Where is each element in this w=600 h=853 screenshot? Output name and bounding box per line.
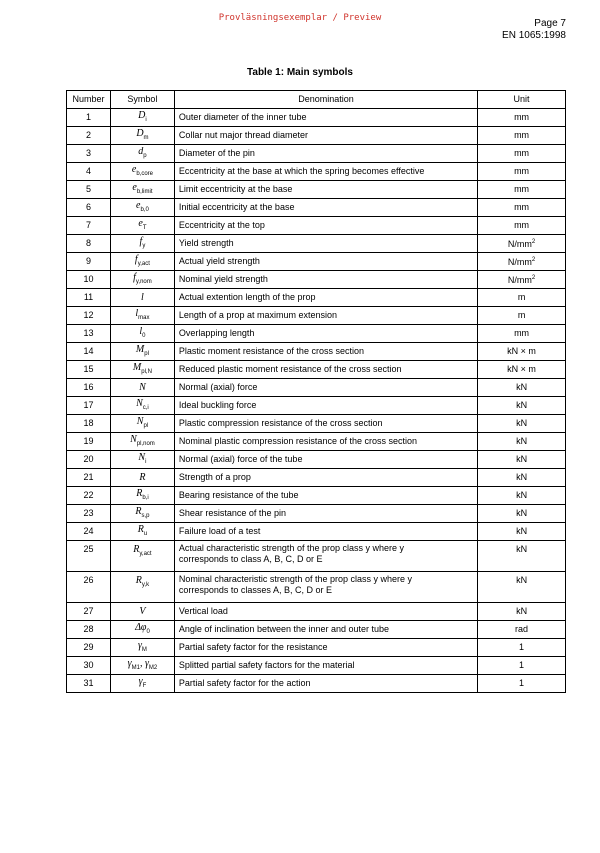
row-symbol	[110, 253, 174, 271]
row-denomination: Length of a prop at maximum extension	[174, 307, 477, 325]
row-symbol	[110, 109, 174, 127]
row-symbol	[110, 572, 174, 603]
row-symbol	[110, 415, 174, 433]
row-symbol	[110, 217, 174, 235]
table-row	[67, 505, 566, 523]
unit-text: N/mm	[507, 239, 532, 249]
row-unit	[478, 433, 566, 451]
row-denomination: Yield strength	[174, 235, 477, 253]
row-number: 23	[67, 505, 111, 523]
symbol-base: e	[132, 181, 137, 193]
symbol-subscript: pl,N	[141, 368, 152, 375]
table-row	[67, 675, 566, 693]
symbol-base: M	[135, 343, 145, 355]
symbol-subscript: y,act	[137, 260, 150, 267]
row-unit	[478, 343, 566, 361]
row-symbol	[110, 639, 174, 657]
row-unit	[478, 675, 566, 693]
standard-reference: EN 1065:1998	[502, 30, 566, 41]
unit-text: kN	[516, 490, 528, 500]
row-unit	[478, 572, 566, 603]
unit-text: mm	[514, 148, 530, 158]
row-unit	[478, 603, 566, 621]
unit-superscript: 2	[531, 275, 536, 281]
table-row	[67, 289, 566, 307]
row-symbol	[110, 541, 174, 572]
table-row	[67, 127, 566, 145]
row-denomination: Vertical load	[174, 603, 477, 621]
symbol-subscript: p	[143, 152, 147, 159]
table-row	[67, 271, 566, 289]
row-denomination: Plastic moment resistance of the cross section	[174, 343, 477, 361]
symbol-base: N	[136, 397, 143, 409]
symbol-base: l	[141, 292, 144, 303]
unit-text: kN	[516, 454, 528, 464]
symbol-subscript: pl	[144, 350, 149, 357]
row-number: 4	[67, 163, 111, 181]
row-unit	[478, 415, 566, 433]
symbol-base: f	[139, 235, 143, 247]
row-number: 9	[67, 253, 111, 271]
symbol-base: e	[136, 199, 141, 211]
row-unit	[478, 145, 566, 163]
symbol-base: R	[137, 523, 144, 535]
row-denomination: Limit eccentricity at the base	[174, 181, 477, 199]
row-unit	[478, 271, 566, 289]
row-unit	[478, 657, 566, 675]
row-denomination: Actual yield strength	[174, 253, 477, 271]
row-number: 31	[67, 675, 111, 693]
header-denomination: Denomination	[174, 91, 477, 109]
row-symbol	[110, 379, 174, 397]
table-row	[67, 217, 566, 235]
row-denomination: Overlapping length	[174, 325, 477, 343]
symbol-base: e	[138, 217, 143, 229]
row-symbol	[110, 181, 174, 199]
symbol-base: N	[136, 415, 144, 427]
page-header	[502, 18, 566, 42]
row-unit	[478, 109, 566, 127]
symbol-subscript: M1	[131, 664, 140, 671]
row-number: 26	[67, 572, 111, 603]
symbol-base: R	[136, 487, 143, 499]
symbol-subscript: c,i	[142, 404, 149, 411]
unit-text: kN	[516, 400, 528, 410]
row-number: 18	[67, 415, 111, 433]
unit-text: m	[517, 292, 526, 302]
row-number: 7	[67, 217, 111, 235]
symbol-base: D	[136, 127, 144, 139]
unit-text: N/mm	[507, 275, 532, 285]
row-number: 30	[67, 657, 111, 675]
symbol-base: R	[135, 505, 142, 517]
row-unit	[478, 505, 566, 523]
row-number: 24	[67, 523, 111, 541]
row-denomination: Eccentricity at the base at which the spring becomes effective	[174, 163, 477, 181]
symbol-base: γ	[138, 675, 143, 687]
symbol-subscript: b,limit	[136, 188, 153, 195]
preview-stamp: Provläsningsexemplar / Preview	[218, 13, 382, 23]
row-number: 13	[67, 325, 111, 343]
table-row	[67, 487, 566, 505]
symbol-base: f	[134, 253, 138, 265]
symbol-subscript: pl	[143, 422, 149, 429]
unit-text: kN	[516, 436, 528, 446]
table-row	[67, 199, 566, 217]
symbol-subscript: y,k	[141, 582, 150, 588]
row-unit	[478, 397, 566, 415]
symbol-subscript: 0	[146, 628, 150, 635]
unit-text: kN	[516, 508, 528, 518]
table-row	[67, 109, 566, 127]
row-number: 27	[67, 603, 111, 621]
row-symbol	[110, 603, 174, 621]
unit-superscript: 2	[531, 239, 536, 245]
table-row	[67, 343, 566, 361]
row-unit	[478, 253, 566, 271]
symbol-base: γ	[137, 639, 142, 651]
symbol-subscript: pl,nom	[136, 440, 155, 447]
row-unit	[478, 451, 566, 469]
unit-text: kN	[516, 575, 528, 585]
symbol-base: R	[139, 472, 146, 483]
row-denomination: Failure load of a test	[174, 523, 477, 541]
symbol-base: d	[138, 145, 144, 157]
table-title: Table 1: Main symbols	[247, 67, 353, 78]
row-symbol	[110, 397, 174, 415]
symbol-subscript: M	[141, 646, 147, 653]
table-row	[67, 361, 566, 379]
symbol-subscript: y,nom	[135, 278, 152, 285]
row-symbol	[110, 657, 174, 675]
row-unit	[478, 289, 566, 307]
row-denomination: Bearing resistance of the tube	[174, 487, 477, 505]
unit-text: kN	[516, 472, 528, 482]
row-number: 1	[67, 109, 111, 127]
symbol-subscript: y	[142, 242, 146, 249]
unit-text: mm	[514, 166, 530, 176]
row-denomination: Partial safety factor for the resistance	[174, 639, 477, 657]
symbol-subscript: b,0	[140, 206, 149, 213]
symbol-base: D	[138, 109, 146, 121]
symbol-subscript: m	[143, 134, 149, 141]
row-unit	[478, 361, 566, 379]
table-row	[67, 523, 566, 541]
unit-text: mm	[514, 220, 530, 230]
row-symbol	[110, 451, 174, 469]
row-denomination: Nominal characteristic strength of the prop class y where y corresponds to classes A, B, C, D or E	[174, 572, 477, 603]
row-symbol	[110, 505, 174, 523]
row-unit	[478, 469, 566, 487]
unit-text: m	[517, 310, 526, 320]
row-symbol	[110, 127, 174, 145]
unit-text: mm	[514, 184, 530, 194]
unit-text: N/mm	[507, 257, 532, 267]
row-symbol	[110, 343, 174, 361]
symbol-base: γ	[127, 657, 132, 669]
table-row	[67, 469, 566, 487]
symbol-subscript: i	[145, 458, 147, 465]
header-unit: Unit	[478, 91, 566, 109]
row-number: 6	[67, 199, 111, 217]
table-row	[67, 163, 566, 181]
symbol-base: f	[133, 271, 136, 283]
row-unit	[478, 163, 566, 181]
unit-text: kN × m	[507, 346, 536, 356]
symbol-base: V	[139, 606, 146, 617]
row-symbol	[110, 145, 174, 163]
row-unit	[478, 307, 566, 325]
row-denomination: Shear resistance of the pin	[174, 505, 477, 523]
unit-superscript: 2	[531, 257, 536, 263]
table-row	[67, 397, 566, 415]
row-unit	[478, 523, 566, 541]
symbol-subscript: 0	[142, 332, 146, 339]
row-number: 2	[67, 127, 111, 145]
row-number: 22	[67, 487, 111, 505]
symbol-subscript: s,p	[141, 512, 150, 519]
table-row	[67, 541, 566, 572]
unit-text: mm	[514, 130, 530, 140]
table-row	[67, 325, 566, 343]
row-denomination: Angle of inclination between the inner and outer tube	[174, 621, 477, 639]
row-symbol	[110, 487, 174, 505]
row-number: 10	[67, 271, 111, 289]
row-denomination: Reduced plastic moment resistance of the cross section	[174, 361, 477, 379]
symbol-base: N	[138, 451, 146, 463]
table-row	[67, 181, 566, 199]
row-symbol	[110, 433, 174, 451]
symbol-subscript: y,act	[139, 551, 152, 557]
row-number: 11	[67, 289, 111, 307]
row-denomination: Plastic compression resistance of the cross section	[174, 415, 477, 433]
symbol-subscript: T	[142, 224, 147, 231]
row-denomination: Outer diameter of the inner tube	[174, 109, 477, 127]
row-symbol	[110, 163, 174, 181]
table-row	[67, 415, 566, 433]
table-row	[67, 433, 566, 451]
row-denomination: Splitted partial safety factors for the material	[174, 657, 477, 675]
row-number: 8	[67, 235, 111, 253]
symbol-base: l	[135, 307, 139, 319]
row-symbol	[110, 235, 174, 253]
symbol-base: R	[135, 575, 142, 586]
unit-text: 1	[519, 678, 525, 688]
row-unit	[478, 621, 566, 639]
symbol-base: N	[130, 433, 137, 445]
row-number: 19	[67, 433, 111, 451]
row-unit	[478, 379, 566, 397]
symbol-subscript: F	[142, 682, 147, 689]
row-number: 14	[67, 343, 111, 361]
row-symbol	[110, 469, 174, 487]
symbol-base: e	[131, 163, 137, 175]
row-denomination: Initial eccentricity at the base	[174, 199, 477, 217]
row-number: 5	[67, 181, 111, 199]
row-unit	[478, 235, 566, 253]
row-unit	[478, 541, 566, 572]
symbol-subscript-2: M2	[148, 664, 158, 671]
table-row	[67, 307, 566, 325]
table-row	[67, 379, 566, 397]
table-row	[67, 639, 566, 657]
header-symbol: Symbol	[110, 91, 174, 109]
row-symbol	[110, 289, 174, 307]
symbol-base: l	[139, 325, 143, 337]
row-number: 25	[67, 541, 111, 572]
row-number: 28	[67, 621, 111, 639]
unit-text: 1	[519, 642, 525, 652]
table-row	[67, 145, 566, 163]
row-denomination: Partial safety factor for the action	[174, 675, 477, 693]
symbol-base-2: , γ	[139, 657, 149, 669]
row-number: 12	[67, 307, 111, 325]
row-denomination: Eccentricity at the top	[174, 217, 477, 235]
row-symbol	[110, 271, 174, 289]
row-denomination: Nominal yield strength	[174, 271, 477, 289]
row-denomination: Diameter of the pin	[174, 145, 477, 163]
row-denomination: Normal (axial) force of the tube	[174, 451, 477, 469]
unit-text: kN	[516, 526, 528, 536]
table-row	[67, 235, 566, 253]
unit-text: mm	[514, 328, 530, 338]
row-unit	[478, 487, 566, 505]
row-number: 29	[67, 639, 111, 657]
symbol-base: Δφ	[135, 621, 147, 633]
symbol-base: N	[139, 382, 146, 393]
table-header-row	[67, 91, 566, 109]
unit-text: mm	[514, 202, 530, 212]
table-row	[67, 572, 566, 603]
unit-text: mm	[514, 112, 530, 122]
unit-text: kN × m	[507, 364, 536, 374]
symbol-base: R	[133, 544, 140, 555]
row-symbol	[110, 361, 174, 379]
row-denomination: Collar nut major thread diameter	[174, 127, 477, 145]
row-unit	[478, 127, 566, 145]
row-number: 21	[67, 469, 111, 487]
unit-text: kN	[516, 544, 528, 554]
row-symbol	[110, 325, 174, 343]
symbol-base: M	[132, 361, 142, 373]
row-unit	[478, 181, 566, 199]
table-row	[67, 657, 566, 675]
row-number: 15	[67, 361, 111, 379]
row-unit	[478, 639, 566, 657]
unit-text: rad	[515, 624, 529, 634]
row-symbol	[110, 675, 174, 693]
table-row	[67, 451, 566, 469]
row-unit	[478, 199, 566, 217]
row-number: 20	[67, 451, 111, 469]
row-denomination: Actual characteristic strength of the prop class y where y corresponds to class A, B, C, D or E	[174, 541, 477, 572]
row-number: 16	[67, 379, 111, 397]
unit-text: kN	[516, 418, 528, 428]
row-denomination: Nominal plastic compression resistance of the cross section	[174, 433, 477, 451]
row-denomination: Strength of a prop	[174, 469, 477, 487]
table-body	[67, 109, 566, 693]
row-denomination: Ideal buckling force	[174, 397, 477, 415]
page-number: Page 7	[534, 18, 566, 29]
row-symbol	[110, 307, 174, 325]
row-symbol	[110, 523, 174, 541]
unit-text: kN	[516, 606, 528, 616]
symbol-subscript: i	[145, 116, 147, 123]
table-row	[67, 253, 566, 271]
symbol-subscript: b,i	[142, 494, 149, 501]
table-row	[67, 603, 566, 621]
unit-text: kN	[516, 382, 528, 392]
row-symbol	[110, 199, 174, 217]
symbol-subscript: b,core	[136, 170, 153, 177]
symbol-subscript: u	[143, 530, 148, 537]
symbols-table	[66, 90, 566, 693]
table-row	[67, 621, 566, 639]
symbol-subscript: max	[138, 314, 150, 321]
row-number: 17	[67, 397, 111, 415]
unit-text: 1	[519, 660, 525, 670]
row-unit	[478, 325, 566, 343]
row-symbol	[110, 621, 174, 639]
row-unit	[478, 217, 566, 235]
row-denomination: Actual extention length of the prop	[174, 289, 477, 307]
row-denomination: Normal (axial) force	[174, 379, 477, 397]
header-number: Number	[67, 91, 111, 109]
row-number: 3	[67, 145, 111, 163]
